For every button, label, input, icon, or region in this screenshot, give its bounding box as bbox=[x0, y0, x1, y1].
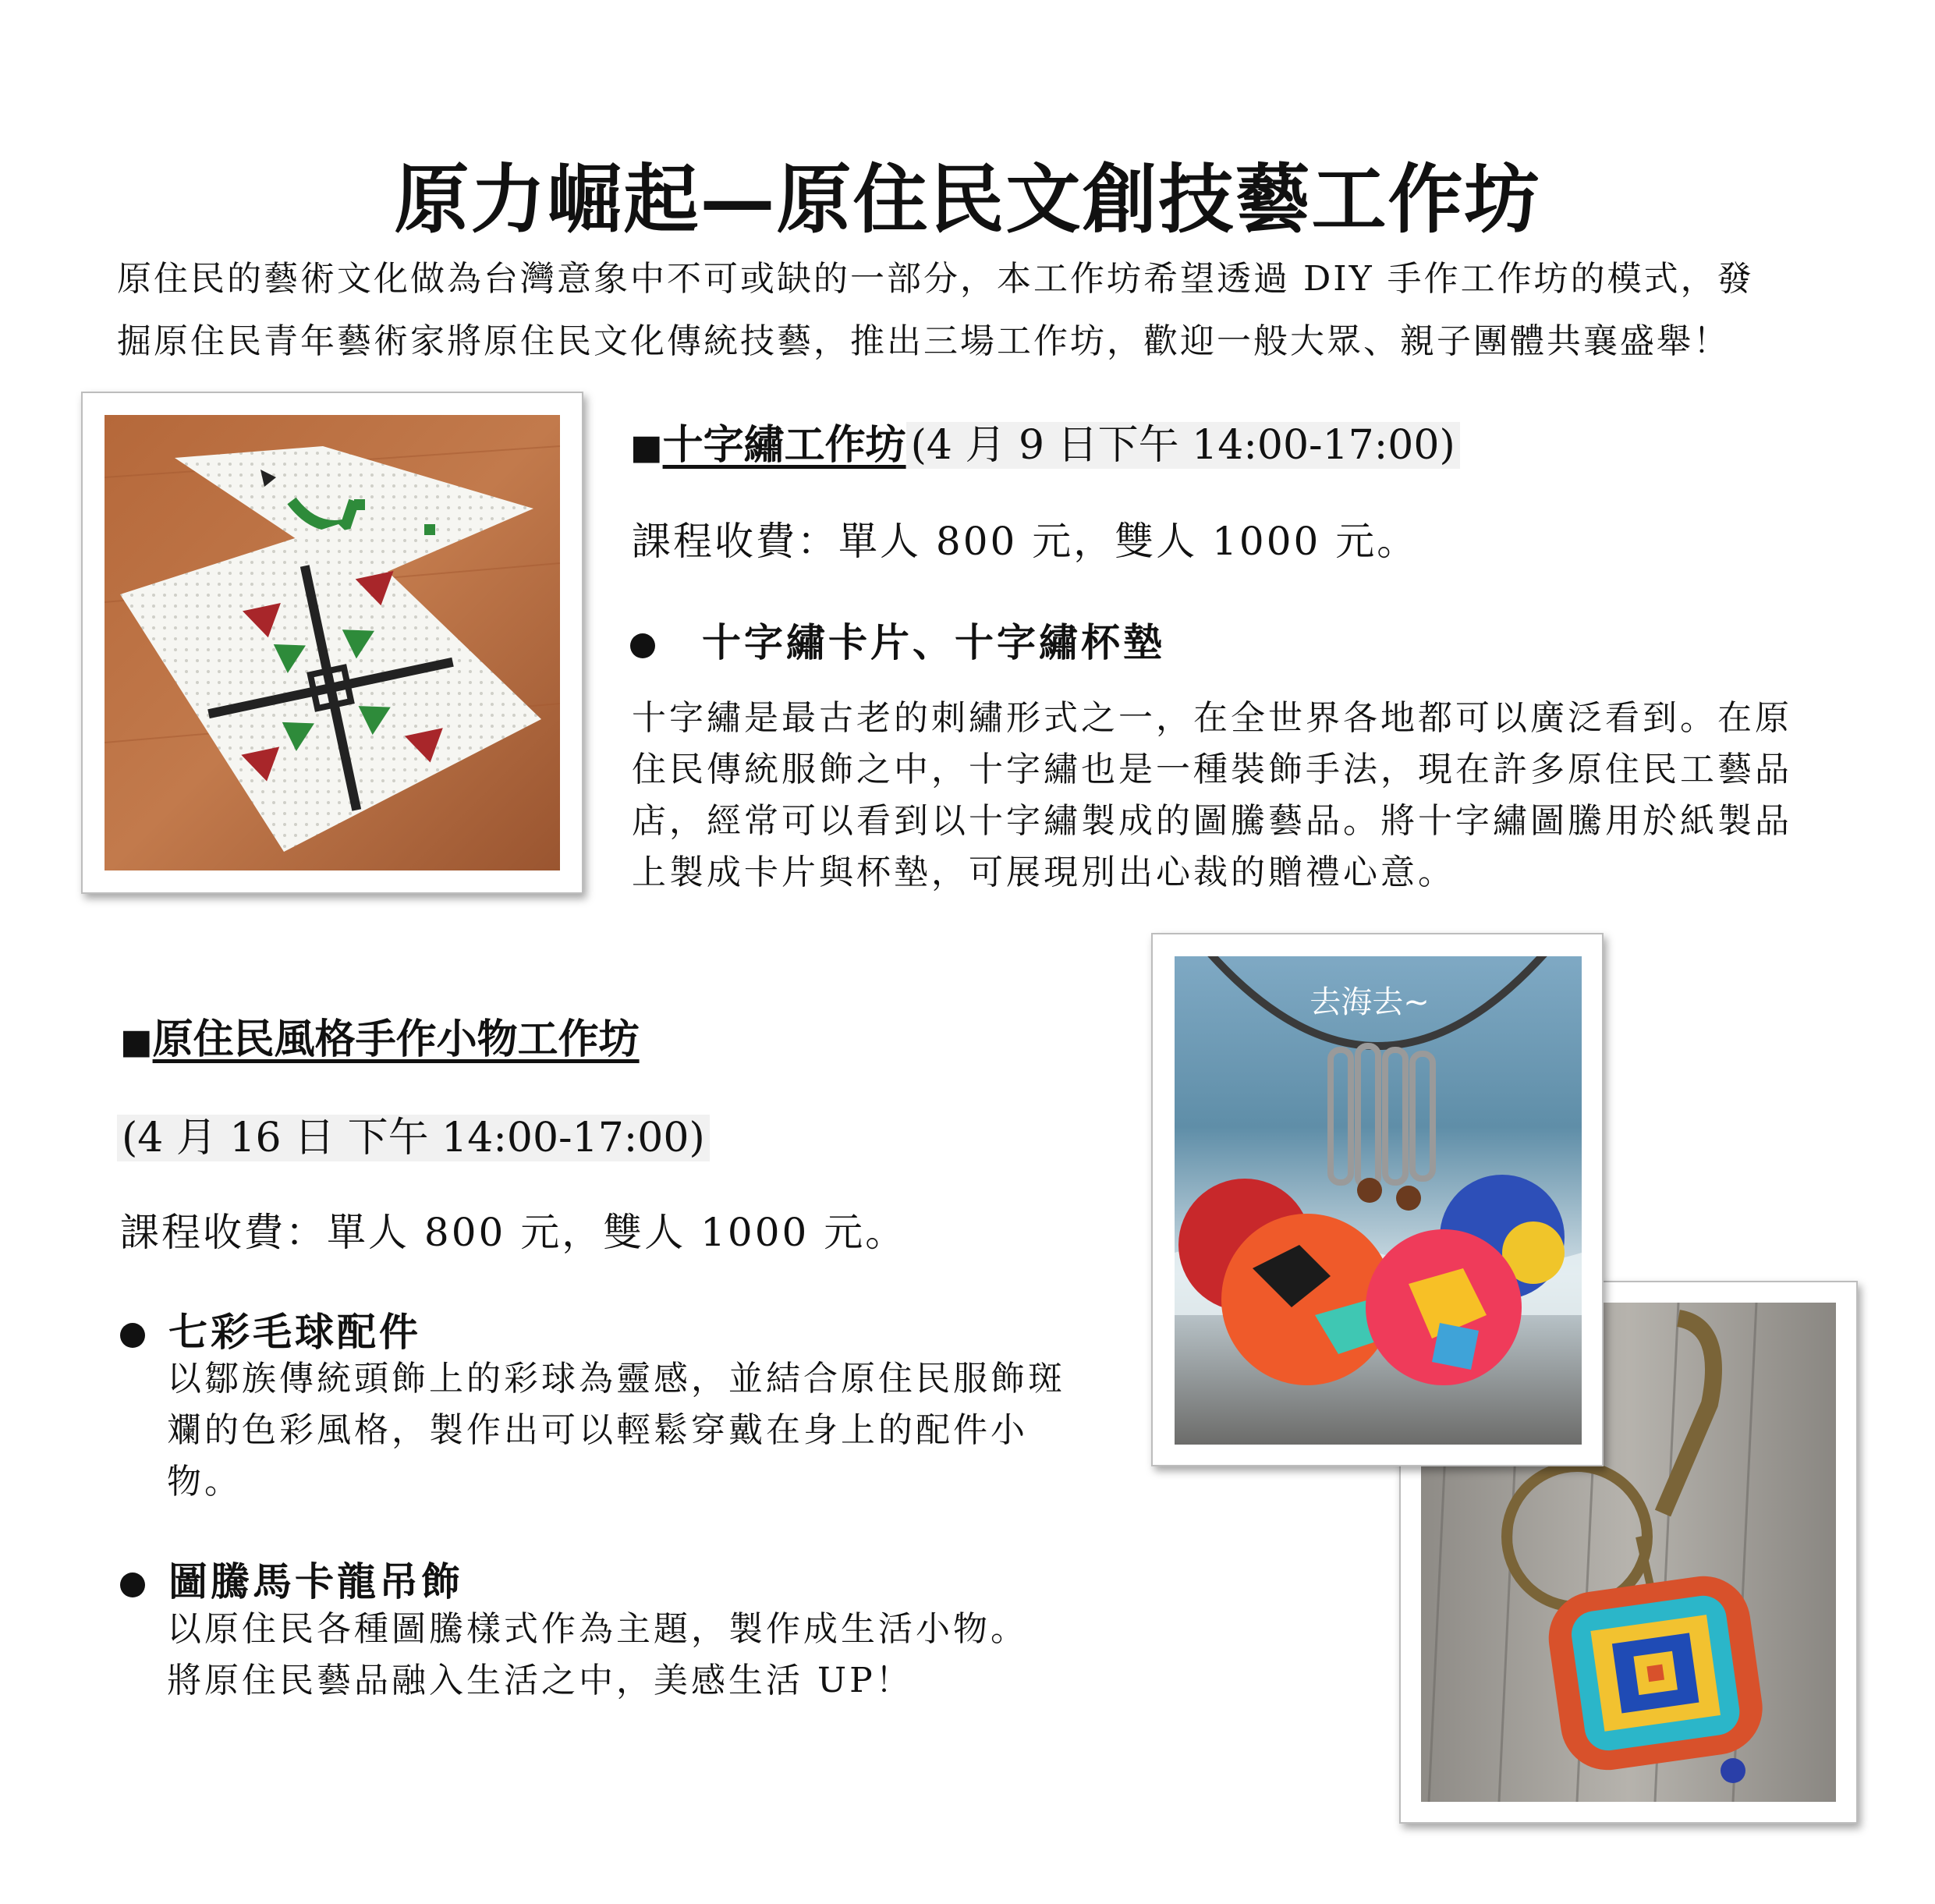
bullet-icon bbox=[630, 633, 655, 658]
section1-body-line: 上製成卡片與杯墊，可展現別出心裁的贈禮心意。 bbox=[632, 853, 1455, 892]
section2-item2-title-text: 圖騰馬卡龍吊飾 bbox=[168, 1558, 463, 1604]
section2-item1-body-line: 物。 bbox=[167, 1462, 242, 1502]
intro-paragraph bbox=[117, 248, 1833, 373]
section2-heading bbox=[120, 1006, 640, 1065]
section2-item2-body-line: 以原住民各種圖騰樣式作為主題，製作成生活小物。 bbox=[167, 1609, 1028, 1649]
section2-item1-title bbox=[120, 1301, 421, 1357]
section2-item1-body bbox=[167, 1353, 1065, 1508]
section1-fee: 課程收費：單人 800 元，雙人 1000 元。 bbox=[632, 519, 1419, 564]
section1-title: 十字繡工作坊 bbox=[662, 421, 906, 469]
pompom-keyring-photo bbox=[1151, 933, 1604, 1466]
bullet-icon bbox=[120, 1572, 145, 1597]
section2-time: (4 月 16 日 下午 14:00-17:00) bbox=[117, 1115, 710, 1161]
section1-body-line: 十字繡是最古老的刺繡形式之一，在全世界各地都可以廣泛看到。在原 bbox=[632, 698, 1792, 738]
section1-marker: ■ bbox=[630, 427, 663, 467]
section2-marker: ■ bbox=[120, 1022, 153, 1062]
section1-heading bbox=[630, 412, 1460, 470]
section2-item2-body bbox=[167, 1604, 1028, 1707]
intro-line: 原住民的藝術文化做為台灣意象中不可或缺的一部分，本工作坊希望透過 DIY 手作工作坊的模式，發 bbox=[117, 259, 1754, 299]
section1-subtitle-text: 十字繡卡片、十字繡杯墊 bbox=[702, 619, 1165, 665]
keyring-photo-caption: 去海去~ bbox=[1309, 984, 1430, 1020]
pompom-keyring-image bbox=[1175, 956, 1582, 1445]
section1-body-line: 住民傳統服飾之中，十字繡也是一種裝飾手法，現在許多原住民工藝品 bbox=[632, 750, 1792, 789]
section2-item1-title-text: 七彩毛球配件 bbox=[168, 1309, 421, 1355]
section2-title: 原住民風格手作小物工作坊 bbox=[152, 1016, 640, 1063]
section2-item1-body-line: 斕的色彩風格，製作出可以輕鬆穿戴在身上的配件小 bbox=[167, 1410, 1028, 1450]
section2-time-row bbox=[117, 1104, 710, 1163]
section2-item2-title bbox=[120, 1551, 463, 1607]
section2-item1-body-line: 以鄒族傳統頭飾上的彩球為靈感，並結合原住民服飾斑 bbox=[167, 1359, 1065, 1399]
intro-line: 掘原住民青年藝術家將原住民文化傳統技藝，推出三場工作坊，歡迎一般大眾、親子團體共襄盛舉！ bbox=[117, 321, 1730, 361]
section2-fee: 課程收費：單人 800 元，雙人 1000 元。 bbox=[120, 1210, 907, 1255]
cross-stitch-photo bbox=[81, 392, 583, 894]
section1-time: (4 月 9 日下午 14:00-17:00) bbox=[906, 422, 1460, 469]
section1-body bbox=[632, 693, 1792, 899]
section2-item2-body-line: 將原住民藝品融入生活之中，美感生活 UP！ bbox=[167, 1661, 913, 1700]
section1-body-line: 店，經常可以看到以十字繡製成的圖騰藝品。將十字繡圖騰用於紙製品 bbox=[632, 801, 1792, 841]
page-title: 原力崛起—原住民文創技藝工作坊 bbox=[394, 155, 1541, 243]
section1-subtitle bbox=[630, 612, 1165, 668]
bullet-icon bbox=[120, 1323, 145, 1348]
cross-stitch-image bbox=[105, 415, 560, 870]
